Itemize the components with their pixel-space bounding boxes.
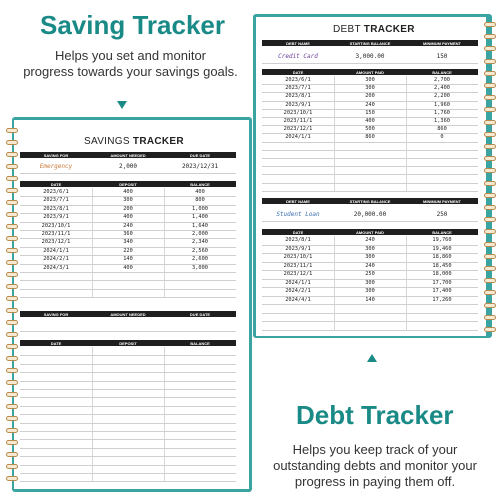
cell-amount: 140 (123, 256, 133, 263)
spiral-coil-icon (6, 200, 18, 205)
goal-due-date: 2023/12/31 (181, 163, 219, 170)
row-line (20, 280, 236, 281)
table-row (262, 297, 478, 303)
spiral-coil-icon (484, 34, 496, 39)
cell-date: 2023/10/1 (283, 109, 313, 116)
pay1-header (262, 69, 478, 75)
debt-tracker-description (255, 442, 495, 490)
table-row (20, 239, 236, 245)
table-row (262, 134, 478, 140)
table-row (20, 197, 236, 203)
row-line (20, 448, 236, 449)
spiral-coil-icon (484, 303, 496, 308)
cell-balance: 18,000 (432, 271, 452, 277)
cell-balance: 1,760 (434, 109, 450, 116)
spiral-coil-icon (484, 144, 496, 149)
savings-log-header (20, 181, 236, 187)
debt1-name: Credit Card (278, 53, 318, 60)
cell-amount: 340 (123, 239, 133, 246)
cell-amount: 220 (123, 247, 133, 254)
savings-goal-header-2 (20, 311, 236, 317)
header-date: DATE (50, 181, 62, 187)
row-line (20, 456, 236, 457)
cell-amount: 200 (123, 205, 133, 212)
spiral-coil-icon (6, 416, 18, 421)
table-row (262, 280, 478, 286)
cell-date: 2024/3/1 (43, 264, 69, 271)
spiral-coil-icon (6, 464, 18, 469)
cell-date: 2024/4/1 (285, 296, 311, 303)
table-row (262, 118, 478, 124)
cell-amount: 360 (123, 231, 133, 237)
row-line (262, 191, 478, 192)
savings-goal-header (20, 152, 236, 158)
spiral-coil-icon (484, 266, 496, 271)
savings-log-table (20, 188, 236, 298)
debt2-header (262, 198, 478, 204)
table-row (262, 263, 478, 269)
cell-date: 2023/9/1 (285, 245, 311, 252)
savings-log-header-2 (20, 340, 236, 346)
spiral-coil-icon (6, 380, 18, 385)
cell-balance: 2,700 (434, 77, 450, 83)
spiral-coil-icon (6, 212, 18, 217)
cell-amount: 300 (365, 279, 375, 286)
cell-balance: 860 (437, 126, 447, 133)
cell-amount: 300 (365, 288, 375, 294)
header-pay1-date: DATE (292, 69, 304, 75)
spiral-coil-icon (6, 452, 18, 457)
debt-desc-line-3: progress in paying them off. (294, 474, 456, 489)
debt-title-bold: TRACKER (363, 24, 415, 35)
spiral-coil-icon (6, 392, 18, 397)
header-minimum-payment: MINIMUM PAYMENT (423, 40, 461, 46)
cell-balance: 800 (195, 197, 205, 204)
row-line (20, 431, 236, 432)
header-debt-name: DEBT NAME (286, 40, 310, 46)
cell-balance: 2,340 (192, 239, 208, 246)
pay2-table (262, 236, 478, 330)
cell-amount: 300 (123, 197, 133, 204)
cell-balance: 1,000 (192, 205, 208, 212)
row-line (20, 272, 236, 273)
row-line (20, 389, 236, 390)
row-line (20, 406, 236, 407)
spiral-coil-icon (6, 344, 18, 349)
spiral-coil-icon (6, 140, 18, 145)
cell-date: 2023/10/1 (283, 254, 313, 260)
cell-amount: 250 (365, 271, 375, 277)
header-debt-name-2: DEBT NAME (286, 198, 310, 204)
row-line (20, 423, 236, 424)
spiral-coil-icon (484, 242, 496, 247)
row-line (262, 313, 478, 314)
table-row (20, 206, 236, 212)
spiral-coil-icon (6, 440, 18, 445)
table-row (20, 223, 236, 229)
debt-desc-line-1: Helps you keep track of your (292, 442, 458, 457)
row-line (20, 414, 236, 415)
cell-amount: 500 (365, 126, 375, 133)
spiral-coil-icon (6, 236, 18, 241)
saving-tracker-heading: Saving Tracker (40, 10, 225, 40)
table-row (262, 77, 478, 83)
cell-balance: 3,000 (192, 264, 208, 271)
pay1-table (262, 76, 478, 191)
row-line (20, 355, 236, 356)
savings-title-bold: TRACKER (132, 136, 184, 147)
saving-desc-line-2: progress towards your savings goals. (23, 64, 238, 79)
table-row (20, 248, 236, 254)
debt2-divider (262, 221, 478, 222)
debt-page-title (333, 24, 415, 35)
cell-amount: 400 (123, 264, 133, 271)
row-line (262, 330, 478, 331)
header-starting-balance-2: STARTING BALANCE (349, 198, 391, 204)
cell-date: 2023/6/1 (285, 77, 311, 83)
goal-row-divider (20, 173, 236, 174)
spiral-coil-icon (484, 254, 496, 259)
header-saving-for: SAVING FOR (43, 152, 69, 158)
header-balance: BALANCE (190, 181, 210, 187)
cell-balance: 1,360 (434, 118, 450, 124)
row-line (262, 183, 478, 184)
row-line (262, 150, 478, 151)
cell-amount: 300 (365, 254, 375, 260)
debt1-header (262, 40, 478, 46)
spiral-coil-icon (6, 176, 18, 181)
spiral-coil-icon (484, 327, 496, 332)
cell-amount: 150 (365, 109, 375, 116)
header-date-2: DATE (50, 340, 62, 346)
triangle-down-icon (117, 101, 127, 109)
cell-date: 2024/1/1 (43, 247, 69, 254)
spiral-coil-icon (6, 296, 18, 301)
cell-date: 2023/8/1 (285, 93, 311, 100)
cell-date: 2023/7/1 (285, 85, 311, 92)
spiral-coil-icon (484, 95, 496, 100)
spiral-coil-icon (6, 188, 18, 193)
saving-desc-line-1: Helps you set and monitor (54, 48, 207, 63)
cell-balance: 2,400 (434, 85, 450, 92)
spiral-coil-icon (484, 132, 496, 137)
cell-date: 2024/2/1 (43, 256, 69, 263)
spiral-coil-icon (6, 332, 18, 337)
row-line (20, 372, 236, 373)
header-due-date: DUE DATE (189, 152, 211, 158)
header-pay1-amount: AMOUNT PAID (356, 69, 384, 75)
table-row (20, 256, 236, 262)
cell-amount: 300 (365, 245, 375, 252)
table-row (262, 126, 478, 132)
debt-title-plain: DEBT (333, 24, 364, 35)
spiral-coil-icon (6, 164, 18, 169)
table-row (20, 189, 236, 195)
spiral-coil-icon (484, 193, 496, 198)
header-amount-needed-2: AMOUNT NEEDED (110, 311, 146, 317)
header-pay2-amount: AMOUNT PAID (356, 229, 384, 235)
header-pay2-balance: BALANCE (432, 229, 452, 235)
row-line (262, 304, 478, 305)
table-row (262, 93, 478, 99)
cell-date: 2023/11/1 (41, 231, 71, 237)
spiral-coil-icon (6, 404, 18, 409)
spiral-coil-icon (484, 278, 496, 283)
debt2-starting-balance: 20,000.00 (353, 211, 387, 218)
cell-amount: 400 (123, 214, 133, 221)
spiral-coil-icon (484, 181, 496, 186)
table-row (262, 102, 478, 108)
cell-date: 2024/1/1 (285, 134, 311, 141)
cell-amount: 240 (365, 101, 375, 108)
cell-balance: 2,560 (192, 247, 208, 254)
row-line (262, 166, 478, 167)
spiral-coil-icon (484, 71, 496, 76)
debt2-row (262, 211, 478, 218)
cell-date: 2023/9/1 (43, 214, 69, 221)
header-pay2-date: DATE (292, 229, 304, 235)
debt1-divider (262, 63, 478, 64)
spiral-coil-icon (484, 46, 496, 51)
cell-amount: 860 (365, 134, 375, 141)
spiral-coil-icon (484, 156, 496, 161)
row-line (20, 381, 236, 382)
cell-balance: 17,260 (432, 296, 452, 303)
row-line (262, 158, 478, 159)
header-balance-2: BALANCE (190, 340, 210, 346)
cell-balance: 1,640 (192, 222, 208, 229)
cell-balance: 1,960 (434, 101, 450, 108)
spiral-coil-icon (484, 315, 496, 320)
cell-amount: 400 (123, 189, 133, 195)
cell-amount: 300 (365, 85, 375, 92)
savings-goal-row (20, 163, 236, 170)
cell-balance: 18,860 (432, 254, 452, 260)
spiral-coil-icon (6, 272, 18, 277)
cell-balance: 1,400 (192, 214, 208, 221)
row-line (262, 321, 478, 322)
debt1-minimum-payment: 150 (436, 53, 448, 60)
savings-log-table-empty (20, 347, 236, 482)
row-line (20, 397, 236, 398)
table-row (20, 231, 236, 237)
header-minimum-payment-2: MINIMUM PAYMENT (423, 198, 461, 204)
table-row (262, 246, 478, 252)
spiral-coil-icon (6, 368, 18, 373)
spiral-coil-icon (6, 356, 18, 361)
cell-balance: 18,450 (432, 262, 452, 269)
spiral-coil-icon (484, 107, 496, 112)
goal-saving-for: Emergency (39, 163, 73, 170)
table-row (262, 288, 478, 294)
debt2-minimum-payment: 250 (436, 211, 448, 218)
cell-balance: 19,460 (432, 245, 452, 252)
cell-balance: 2,200 (434, 93, 450, 100)
cell-date: 2023/11/1 (283, 118, 313, 124)
header-pay1-balance: BALANCE (432, 69, 452, 75)
spiral-coil-icon (484, 205, 496, 210)
spiral-coil-icon (6, 284, 18, 289)
table-row (262, 254, 478, 260)
debt1-starting-balance: 3,000.00 (355, 53, 385, 60)
table-row (20, 265, 236, 271)
row-line (262, 142, 478, 143)
spiral-coil-icon (6, 308, 18, 313)
cell-date: 2023/11/1 (283, 262, 313, 269)
spiral-coil-icon (6, 320, 18, 325)
header-starting-balance: STARTING BALANCE (349, 40, 391, 46)
spiral-coil-icon (484, 22, 496, 27)
header-deposit-2: DEPOSIT (119, 340, 137, 346)
spiral-coil-icon (484, 290, 496, 295)
spiral-coil-icon (6, 128, 18, 133)
spiral-coil-icon (6, 476, 18, 481)
row-line (20, 297, 236, 298)
saving-tracker-description (18, 48, 243, 80)
spiral-coil-icon (484, 59, 496, 64)
cell-balance: 400 (195, 189, 205, 195)
goal-row-divider-2 (20, 331, 236, 332)
cell-date: 2023/9/1 (285, 101, 311, 108)
cell-amount: 240 (365, 262, 375, 269)
cell-date: 2023/8/1 (43, 205, 69, 212)
spiral-coil-icon (484, 83, 496, 88)
triangle-up-icon (367, 354, 377, 362)
row-line (20, 364, 236, 365)
table-row (262, 110, 478, 116)
table-row (262, 271, 478, 277)
savings-title-plain: SAVINGS (84, 136, 133, 147)
spiral-coil-icon (6, 260, 18, 265)
spiral-coil-icon (6, 428, 18, 433)
cell-balance: 0 (440, 134, 444, 141)
cell-date: 2024/1/1 (285, 279, 311, 286)
header-amount-needed: AMOUNT NEEDED (110, 152, 146, 158)
cell-date: 2023/8/1 (285, 237, 311, 243)
debt2-name: Student Loan (276, 211, 320, 218)
cell-amount: 400 (365, 118, 375, 124)
cell-balance: 2,600 (192, 256, 208, 263)
spiral-coil-icon (6, 152, 18, 157)
cell-amount: 200 (365, 93, 375, 100)
row-line (20, 465, 236, 466)
debt1-row (262, 53, 478, 60)
row-line (262, 174, 478, 175)
cell-date: 2023/12/1 (41, 239, 71, 246)
table-row (262, 237, 478, 243)
cell-date: 2023/7/1 (43, 197, 69, 204)
cell-date: 2023/12/1 (283, 126, 313, 133)
header-due-date-2: DUE DATE (189, 311, 211, 317)
spiral-coil-icon (6, 224, 18, 229)
table-row (20, 214, 236, 220)
row-line (20, 473, 236, 474)
goal-amount-needed: 2,000 (118, 163, 138, 170)
row-line (20, 289, 236, 290)
row-line (20, 439, 236, 440)
cell-date: 2023/12/1 (283, 271, 313, 277)
spiral-coil-icon (484, 168, 496, 173)
cell-date: 2023/6/1 (43, 189, 69, 195)
cell-date: 2024/2/1 (285, 288, 311, 294)
cell-amount: 240 (123, 222, 133, 229)
savings-page-title (84, 136, 184, 147)
cell-date: 2023/10/1 (41, 222, 71, 229)
header-saving-for-2: SAVING FOR (43, 311, 69, 317)
cell-amount: 240 (365, 237, 375, 243)
cell-balance: 19,760 (432, 237, 452, 243)
debt-desc-line-2: outstanding debts and monitor your (273, 458, 477, 473)
table-row (262, 85, 478, 91)
cell-balance: 17,400 (432, 288, 452, 294)
pay2-header (262, 229, 478, 235)
header-deposit: DEPOSIT (119, 181, 137, 187)
cell-amount: 300 (365, 77, 375, 83)
spiral-coil-icon (484, 217, 496, 222)
cell-amount: 140 (365, 296, 375, 303)
row-line (20, 481, 236, 482)
cell-balance: 17,700 (432, 279, 452, 286)
spiral-coil-icon (484, 229, 496, 234)
spiral-coil-icon (6, 248, 18, 253)
spiral-coil-icon (484, 120, 496, 125)
cell-balance: 2,000 (192, 231, 208, 237)
debt-tracker-heading: Debt Tracker (296, 400, 454, 430)
